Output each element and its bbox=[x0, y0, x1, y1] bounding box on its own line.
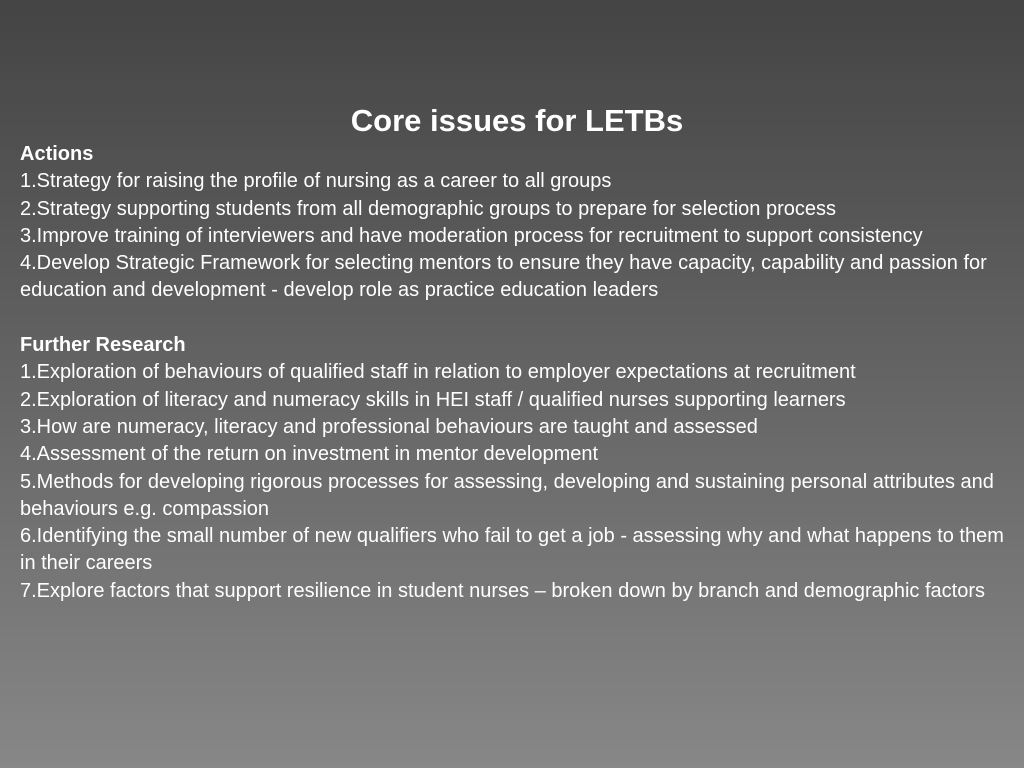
research-item-3: 3.How are numeracy, literacy and professional behaviours are taught and assessed bbox=[20, 415, 758, 438]
actions-heading: Actions bbox=[20, 143, 94, 165]
action-item-1: 1.Strategy for raising the profile of nursing as a career to all groups bbox=[20, 170, 612, 193]
section-spacer bbox=[20, 305, 1014, 332]
research-item-4: 4.Assessment of the return on investment in mentor development bbox=[20, 443, 599, 466]
action-item-2: 2.Strategy supporting students from all demographic groups to prepare for selection process bbox=[20, 197, 836, 220]
action-item-3: 3.Improve training of interviewers and have moderation process for recruitment to support consistency bbox=[20, 224, 923, 247]
action-item-4: 4.Develop Strategic Framework for selecting mentors to ensure they have capacity, capability and passion for education and development - develop role as practice education leaders bbox=[20, 252, 987, 302]
research-item-7: 7.Explore factors that support resilience in student nurses – broken down by branch and demographic factors bbox=[20, 579, 985, 602]
slide-body bbox=[20, 141, 1014, 605]
slide-title: Core issues for LETBs bbox=[350, 103, 684, 138]
research-item-6: 6.Identifying the small number of new qualifiers who fail to get a job - assessing why and what happens to them in their careers bbox=[20, 525, 1004, 575]
further-research-heading: Further Research bbox=[20, 334, 186, 357]
research-item-2: 2.Exploration of literacy and numeracy skills in HEI staff / qualified nurses supporting learners bbox=[20, 388, 846, 411]
research-item-1: 1.Exploration of behaviours of qualified staff in relation to employer expectations at recruitment bbox=[20, 361, 856, 384]
research-item-5: 5.Methods for developing rigorous processes for assessing, developing and sustaining personal attributes and behaviours e.g. compassion bbox=[20, 470, 994, 520]
